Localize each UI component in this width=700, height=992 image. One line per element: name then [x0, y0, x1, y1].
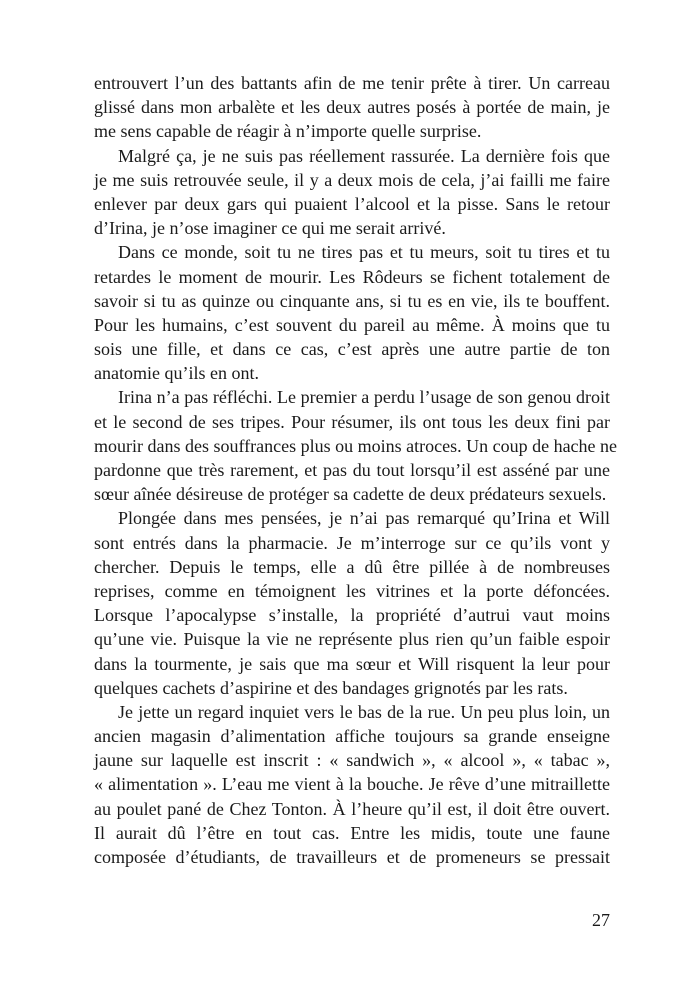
text-line: Plongée dans mes pensées, je n’ai pas remarqué qu’Irina et Will — [118, 508, 610, 529]
text-line: Malgré ça, je ne suis pas réellement rassurée. La dernière fois que — [118, 145, 610, 166]
text-line: qu’une vie. Puisque la vie ne représente plus rien qu’un faible espoir — [94, 629, 610, 650]
text-line: sois une fille, et dans ce cas, c’est après une autre partie de ton — [94, 339, 610, 360]
text-line: dans la tourmente, je sais que ma sœur et Will risquent la leur pour — [94, 653, 610, 674]
text-line: me sens capable de réagir à n’importe quelle surprise. — [94, 121, 482, 142]
text-line: Dans ce monde, soit tu ne tires pas et tu meurs, soit tu tires et tu — [118, 242, 610, 263]
text-line: ancien magasin d’alimentation affiche toujours sa grande enseigne — [94, 726, 610, 747]
text-line: d’Irina, je n’ose imaginer ce qui me serait arrivé. — [94, 218, 446, 239]
text-line: mourir dans des souffrances plus ou moins atroces. Un coup de hache ne — [94, 435, 618, 456]
text-line: jaune sur laquelle est inscrit : « sandwich », « alcool », « tabac », — [94, 750, 610, 771]
text-line: Irina n’a pas réfléchi. Le premier a perdu l’usage de son genou droit — [118, 387, 610, 408]
text-line: reprises, comme en témoignent les vitrines et la porte défoncées. — [94, 580, 610, 601]
text-line: au poulet pané de Chez Tonton. À l’heure qu’il est, il doit être ouvert. — [94, 798, 610, 819]
paragraph — [94, 71, 610, 144]
paragraph — [94, 240, 610, 385]
text-line: savoir si tu as quinze ou cinquante ans, si tu es en vie, ils te bouffent. — [94, 290, 610, 311]
text-line: glissé dans mon arbalète et les deux autres posés à portée de main, je — [94, 97, 610, 118]
paragraph — [94, 700, 610, 869]
text-line: entrouvert l’un des battants afin de me tenir prête à tirer. Un carreau — [94, 73, 610, 93]
text-line: Il aurait dû l’être en tout cas. Entre les midis, toute une faune — [94, 822, 610, 843]
text-line: retardes le moment de mourir. Les Rôdeurs se fichent totalement de — [94, 266, 610, 287]
text-line: pardonne que très rarement, et pas du tout lorsqu’il est asséné par une — [94, 460, 610, 480]
text-line: sœur aînée désireuse de protéger sa cadette de deux prédateurs sexuels. — [94, 484, 607, 505]
text-line: et le second de ses tripes. Pour résumer, ils ont tous les deux fini par — [94, 411, 610, 432]
text-line: je me suis retrouvée seule, il y a deux mois de cela, j’ai failli me faire — [94, 169, 610, 190]
text-line: « alimentation ». L’eau me vient à la bouche. Je rêve d’une mitraillette — [94, 774, 610, 795]
text-line: sont entrés dans la pharmacie. Je m’interroge sur ce qu’ils vont y — [94, 532, 610, 553]
text-line: quelques cachets d’aspirine et des bandages grignotés par les rats. — [94, 677, 568, 698]
text-line: Lorsque l’apocalypse s’installe, la propriété d’autrui vaut moins — [94, 605, 610, 626]
text-line: chercher. Depuis le temps, elle a dû être pillée à de nombreuses — [94, 556, 610, 577]
paragraph — [94, 385, 618, 506]
paragraph — [94, 144, 610, 241]
text-line: Pour les humains, c’est souvent du pareil au même. À moins que tu — [94, 314, 610, 335]
paragraph — [94, 506, 610, 700]
text-line: enlever par deux gars qui puaient l’alcool et la pisse. Sans le retour — [94, 193, 610, 214]
text-line: anatomie qu’ils en ont. — [94, 363, 259, 384]
body-text — [94, 71, 618, 869]
text-line: composée d’étudiants, de travailleurs et de promeneurs se pressait — [94, 847, 610, 867]
page-number: 27 — [592, 910, 610, 930]
text-line: Je jette un regard inquiet vers le bas de la rue. Un peu plus loin, un — [118, 701, 610, 722]
